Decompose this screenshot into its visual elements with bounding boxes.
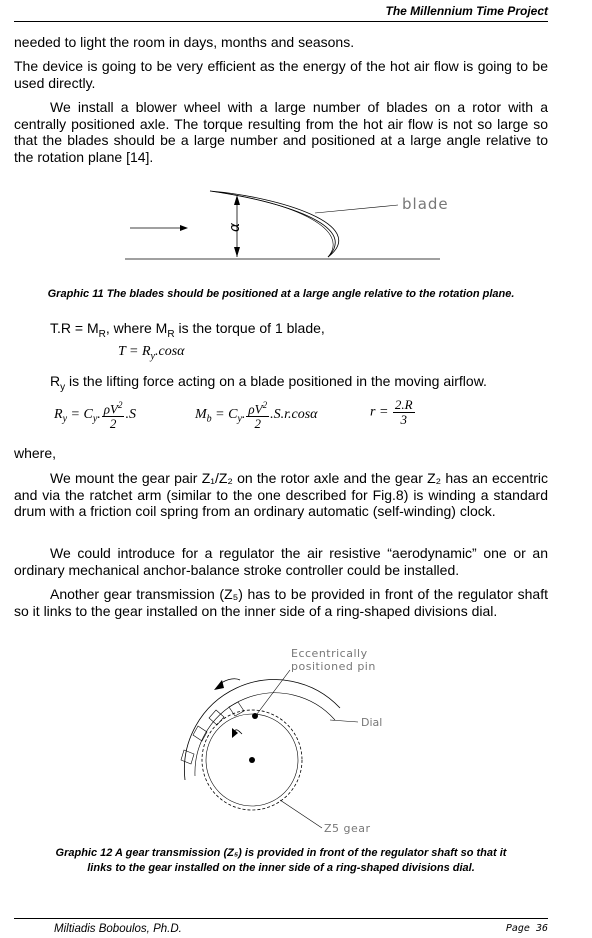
blade-leader-line	[315, 205, 398, 213]
radius-equation: r = $\frac{2.R}{3}$	[370, 397, 413, 427]
dial-leader-line	[330, 720, 358, 722]
paragraph: $T.R = M_R$, where $M_R$ is the torque of 1 blade,	[50, 320, 325, 340]
paragraph: We install a blower wheel with a large number of blades on a rotor with a centrally positioned axle. The torque resulting from the hot air flow is not so large so that the blades should be a large number and positioned at a large angle relative to the rotation plane [14].	[14, 99, 548, 165]
torque-equation: $T = R_y.\cos\alpha$	[118, 344, 185, 362]
paragraph: The device is going to be very efficient as the energy of the hot air flow is going to be used directly.	[14, 58, 548, 91]
gear-leader-line	[280, 800, 322, 828]
paragraph: Another gear transmission (Z₅) has to be provided in front of the regulator shaft so it links to the gear installed on the inner side of a ring-shaped divisions dial.	[14, 586, 548, 619]
pin-leader-line	[257, 670, 290, 714]
paragraph: $R_y$ is the lifting force acting on a blade positioned in the moving airflow.	[50, 373, 487, 393]
blade-label: blade	[402, 195, 449, 213]
figure-12-caption: Graphic 12 A gear transmission (Z₅) is provided in front of the regulator shaft so that it links to the gear installed on the inner side of a ring-shaped divisions dial.	[55, 847, 507, 874]
airflow-arrowhead	[180, 225, 188, 231]
paragraph: where,	[14, 445, 57, 461]
figure-11-caption: Graphic 11 The blades should be positioned at a large angle relative to the rotation plane.	[47, 288, 515, 300]
paragraph: We mount the gear pair Z₁/Z₂ on the rotor axle and the gear Z₂ has an eccentric and via the ratchet arm (similar to the one described for Fig.8) is winding a standard drum with a friction coil spring from an ordinary automatic (self-winding) clock.	[14, 470, 548, 520]
pin-label-line2: positioned pin	[291, 660, 376, 673]
footer-author: Miltiadis Boboulos, Ph.D.	[54, 923, 182, 935]
page-number: Page 36	[505, 923, 548, 934]
running-header: The Millennium Time Project	[14, 3, 548, 22]
gear-label: Z5 gear	[324, 822, 371, 835]
alpha-label: α	[227, 222, 243, 232]
center-shaft	[249, 757, 255, 763]
dial-ring-inner	[195, 693, 335, 776]
dial-label: Dial	[361, 716, 383, 729]
rotation-arrow-top	[220, 679, 240, 684]
dial-gear-figure	[160, 640, 420, 840]
paragraph: needed to light the room in days, months and seasons.	[14, 34, 355, 50]
angle-arrowhead-bottom	[234, 247, 240, 257]
rotation-arrowhead-inner	[232, 728, 238, 738]
moment-equation: $M_b = C_y$. $\frac{\rho V^2}{2}$ .S.r.cosα	[195, 400, 318, 432]
blade-angle-figure	[110, 185, 480, 270]
paragraph: We could introduce for a regulator the air resistive “aerodynamic” one or an ordinary mechanical anchor-balance stroke controller could be installed.	[14, 545, 548, 578]
lift-equation: $R_y = C_y$. $\frac{\rho V^2}{2}$ .S	[54, 400, 136, 432]
angle-arrowhead-top	[234, 195, 240, 205]
page-footer	[14, 918, 548, 935]
pin-label-line1: Eccentrically	[291, 647, 368, 660]
rotation-arrowhead-top	[214, 680, 224, 690]
